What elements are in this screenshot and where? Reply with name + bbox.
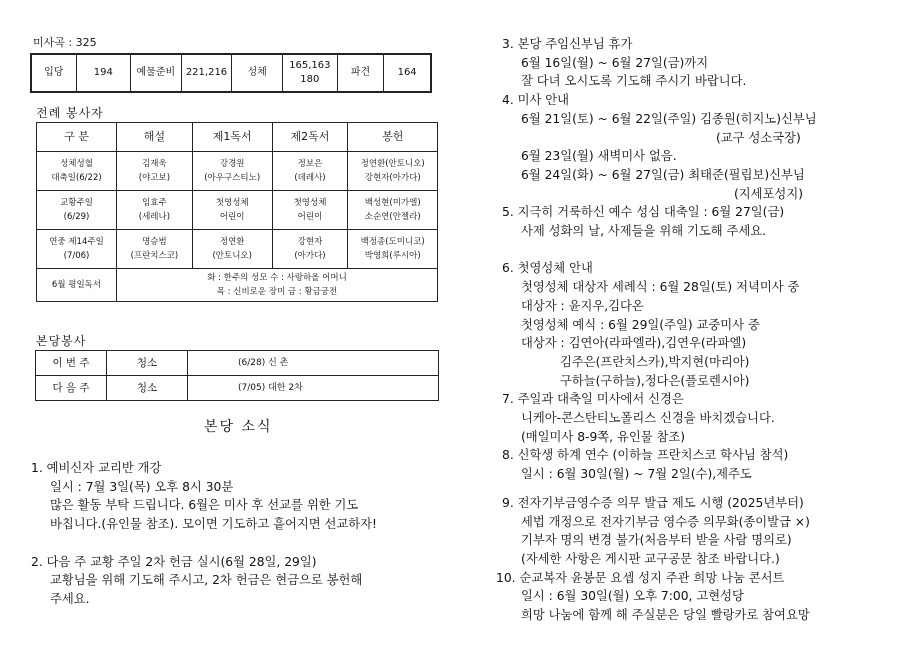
news-item-text: (교구 성소국장) — [716, 130, 801, 145]
row-first-reader: 정연환 (안토니오) — [192, 230, 272, 269]
row-offering: 백성현(미가엘) 소순연(안젤라) — [348, 191, 438, 230]
duty-detail: (7/05) 대한 2차 — [188, 376, 439, 401]
news-item-text: 많은 활동 부탁 드립니다. 6월은 미사 후 선교를 위한 기도 — [50, 498, 359, 513]
row-commentator: 임효주 (세레나) — [117, 191, 193, 230]
table-row — [36, 376, 439, 401]
liturgy-servers-table — [36, 122, 438, 302]
header-first-reading: 제1독서 — [192, 123, 272, 152]
row-offering: 백정종(도미니코) 박영희(루시아) — [348, 230, 438, 269]
news-item-text: 니케아-콘스탄티노폴리스 신경을 바치겠습니다. — [521, 411, 775, 426]
table-row — [36, 351, 439, 376]
row-second-reader: 첫영성체 어린이 — [272, 191, 348, 230]
header-category: 구 분 — [37, 123, 117, 152]
table-row — [37, 230, 438, 269]
news-item-text: 일시 : 6월 30일(월) 오후 7:00, 고현성당 — [521, 589, 744, 604]
duty-task: 청소 — [107, 351, 188, 376]
weekly-duty-title: 본당봉사 — [36, 334, 87, 348]
news-item-text: 일시 : 6월 30일(월) ~ 7월 2일(수),제주도 — [521, 467, 752, 482]
news-item-heading: 3. 본당 주임신부님 휴가 — [502, 37, 633, 51]
news-item-text: 구하늘(구하늘),정다은(플로렌시아) — [560, 373, 750, 388]
recessional-value: 164 — [384, 54, 431, 92]
weekday-reading-label: 6월 평일독서 — [37, 269, 117, 302]
servers-title: 전례 봉사자 — [36, 106, 104, 120]
news-item-text: 6월 24일(화) ~ 6월 27일(금) 최태준(필립보)신부님 — [521, 167, 805, 182]
news-item-text: 일시 : 7월 3일(목) 오후 8시 30분 — [50, 479, 234, 494]
row-second-reader: 강현자 (아가다) — [272, 230, 348, 269]
news-item-heading: 7. 주일과 대축일 미사에서 신경은 — [502, 392, 684, 407]
row-first-reader: 강경원 (아우구스티노) — [192, 152, 272, 191]
duty-week-label: 이 번 주 — [36, 351, 107, 376]
news-item-text: 잘 다녀 오시도록 기도해 주시기 바랍니다. — [521, 74, 747, 89]
news-item-text: 6월 16일(월) ~ 6월 27일(금)까지 — [521, 55, 709, 70]
row-day: 교황주일 (6/29) — [37, 191, 117, 230]
communion-value: 165,163 180 — [282, 54, 337, 92]
row-commentator: 명승범 (프란치스코) — [117, 230, 193, 269]
news-item-text: 6월 21일(토) ~ 6월 22일(주일) 김종원(히지노)신부님 — [521, 111, 817, 126]
news-item-heading: 1. 예비신자 교리반 개강 — [31, 461, 162, 475]
offertory-label: 예물준비 — [131, 54, 181, 92]
table-row — [37, 152, 438, 191]
weekly-duty-table — [35, 350, 439, 401]
news-item-text: (지세포성지) — [734, 186, 803, 201]
news-item-text: 희망 나눔에 함께 해 주실분은 당일 빨랑카로 참여요망 — [521, 608, 810, 623]
news-item-text: (매일미사 8-9쪽, 유인물 참조) — [521, 429, 686, 444]
news-item-heading: 8. 신학생 하계 연수 (이하늘 프란치스코 학사님 참석) — [502, 448, 789, 463]
row-day: 연중 제14주일 (7/06) — [37, 230, 117, 269]
header-offering: 봉헌 — [348, 123, 438, 152]
news-item-text: 주세요. — [50, 591, 90, 606]
news-item-heading: 5. 지극히 거룩하신 예수 성심 대축일 : 6월 27일(금) — [502, 205, 785, 220]
table-row — [37, 191, 438, 230]
attendance-label: 입당 — [31, 54, 76, 92]
right-news — [496, 35, 817, 625]
header-commentary: 해설 — [117, 123, 193, 152]
weekday-reading-schedule: 화 : 한주의 성모 수 : 사랑하올 어머니 목 : 신비로운 장미 금 : 황금궁전 — [117, 269, 438, 302]
news-title: 본당 소식 — [204, 419, 273, 435]
news-item-text: 6월 23일(월) 새벽미사 없음. — [521, 149, 677, 164]
news-item-text: 첫영성체 예식 : 6월 29일(주일) 교중미사 중 — [521, 317, 760, 332]
news-item-text: 대상자 : 윤지우,김다온 — [521, 298, 644, 313]
news-item-text: 김주은(프란치스카),박지현(마리아) — [560, 354, 750, 369]
news-item-heading: 4. 미사 안내 — [502, 93, 570, 108]
left-news — [31, 459, 377, 609]
news-item-heading: 10. 순교복자 윤봉문 요셉 성지 주관 희망 나눔 콘서트 — [496, 570, 785, 585]
attendance-stats-table — [30, 53, 432, 93]
row-commentator: 김재욱 (야고보) — [117, 152, 193, 191]
duty-detail: (6/28) 신 촌 — [188, 351, 439, 376]
news-item-text: 바칩니다.(유인물 참조). 모이면 기도하고 흩어지면 선교하자! — [50, 517, 377, 532]
news-item-text: 교황님을 위해 기도해 주시고, 2차 헌금은 현금으로 봉헌해 — [50, 573, 363, 588]
news-item-text: 세법 개정으로 전자기부금 영수증 의무화(종이발급 ×) — [521, 514, 810, 529]
row-offering: 정연환(안토니오) 강현자(아가다) — [348, 152, 438, 191]
attendance-value: 194 — [76, 54, 131, 92]
news-item-heading: 2. 다음 주 교황 주일 2차 헌금 실시(6월 28일, 29일) — [31, 554, 317, 569]
news-item-text: 기부자 명의 변경 불가(처음부터 받을 사람 명의로) — [521, 533, 792, 548]
news-item-heading: 9. 전자기부금영수증 의무 발급 제도 시행 (2025년부터) — [502, 495, 804, 510]
news-item-text: 첫영성체 대상자 세례식 : 6월 28일(토) 저녁미사 중 — [521, 280, 800, 295]
recessional-label: 파견 — [337, 54, 384, 92]
news-item-text: (자세한 사항은 게시판 교구공문 참조 바랍니다.) — [521, 551, 780, 566]
row-day: 성체성혈 대축일(6/22) — [37, 152, 117, 191]
duty-week-label: 다 음 주 — [36, 376, 107, 401]
row-first-reader: 첫영성체 어린이 — [192, 191, 272, 230]
news-item-text: 사제 성화의 날, 사제들을 위해 기도해 주세요. — [521, 224, 767, 239]
header-second-reading: 제2독서 — [272, 123, 348, 152]
communion-label: 성체 — [232, 54, 282, 92]
row-second-reader: 정보은 (데레사) — [272, 152, 348, 191]
duty-task: 청소 — [107, 376, 188, 401]
news-item-heading: 6. 첫영성체 안내 — [502, 261, 593, 276]
news-item-text: 대상자 : 김연아(라파엘라),김연우(라파엘) — [521, 336, 747, 351]
offertory-value: 221,216 — [181, 54, 232, 92]
hymn-number: 미사곡 : 325 — [33, 36, 97, 49]
